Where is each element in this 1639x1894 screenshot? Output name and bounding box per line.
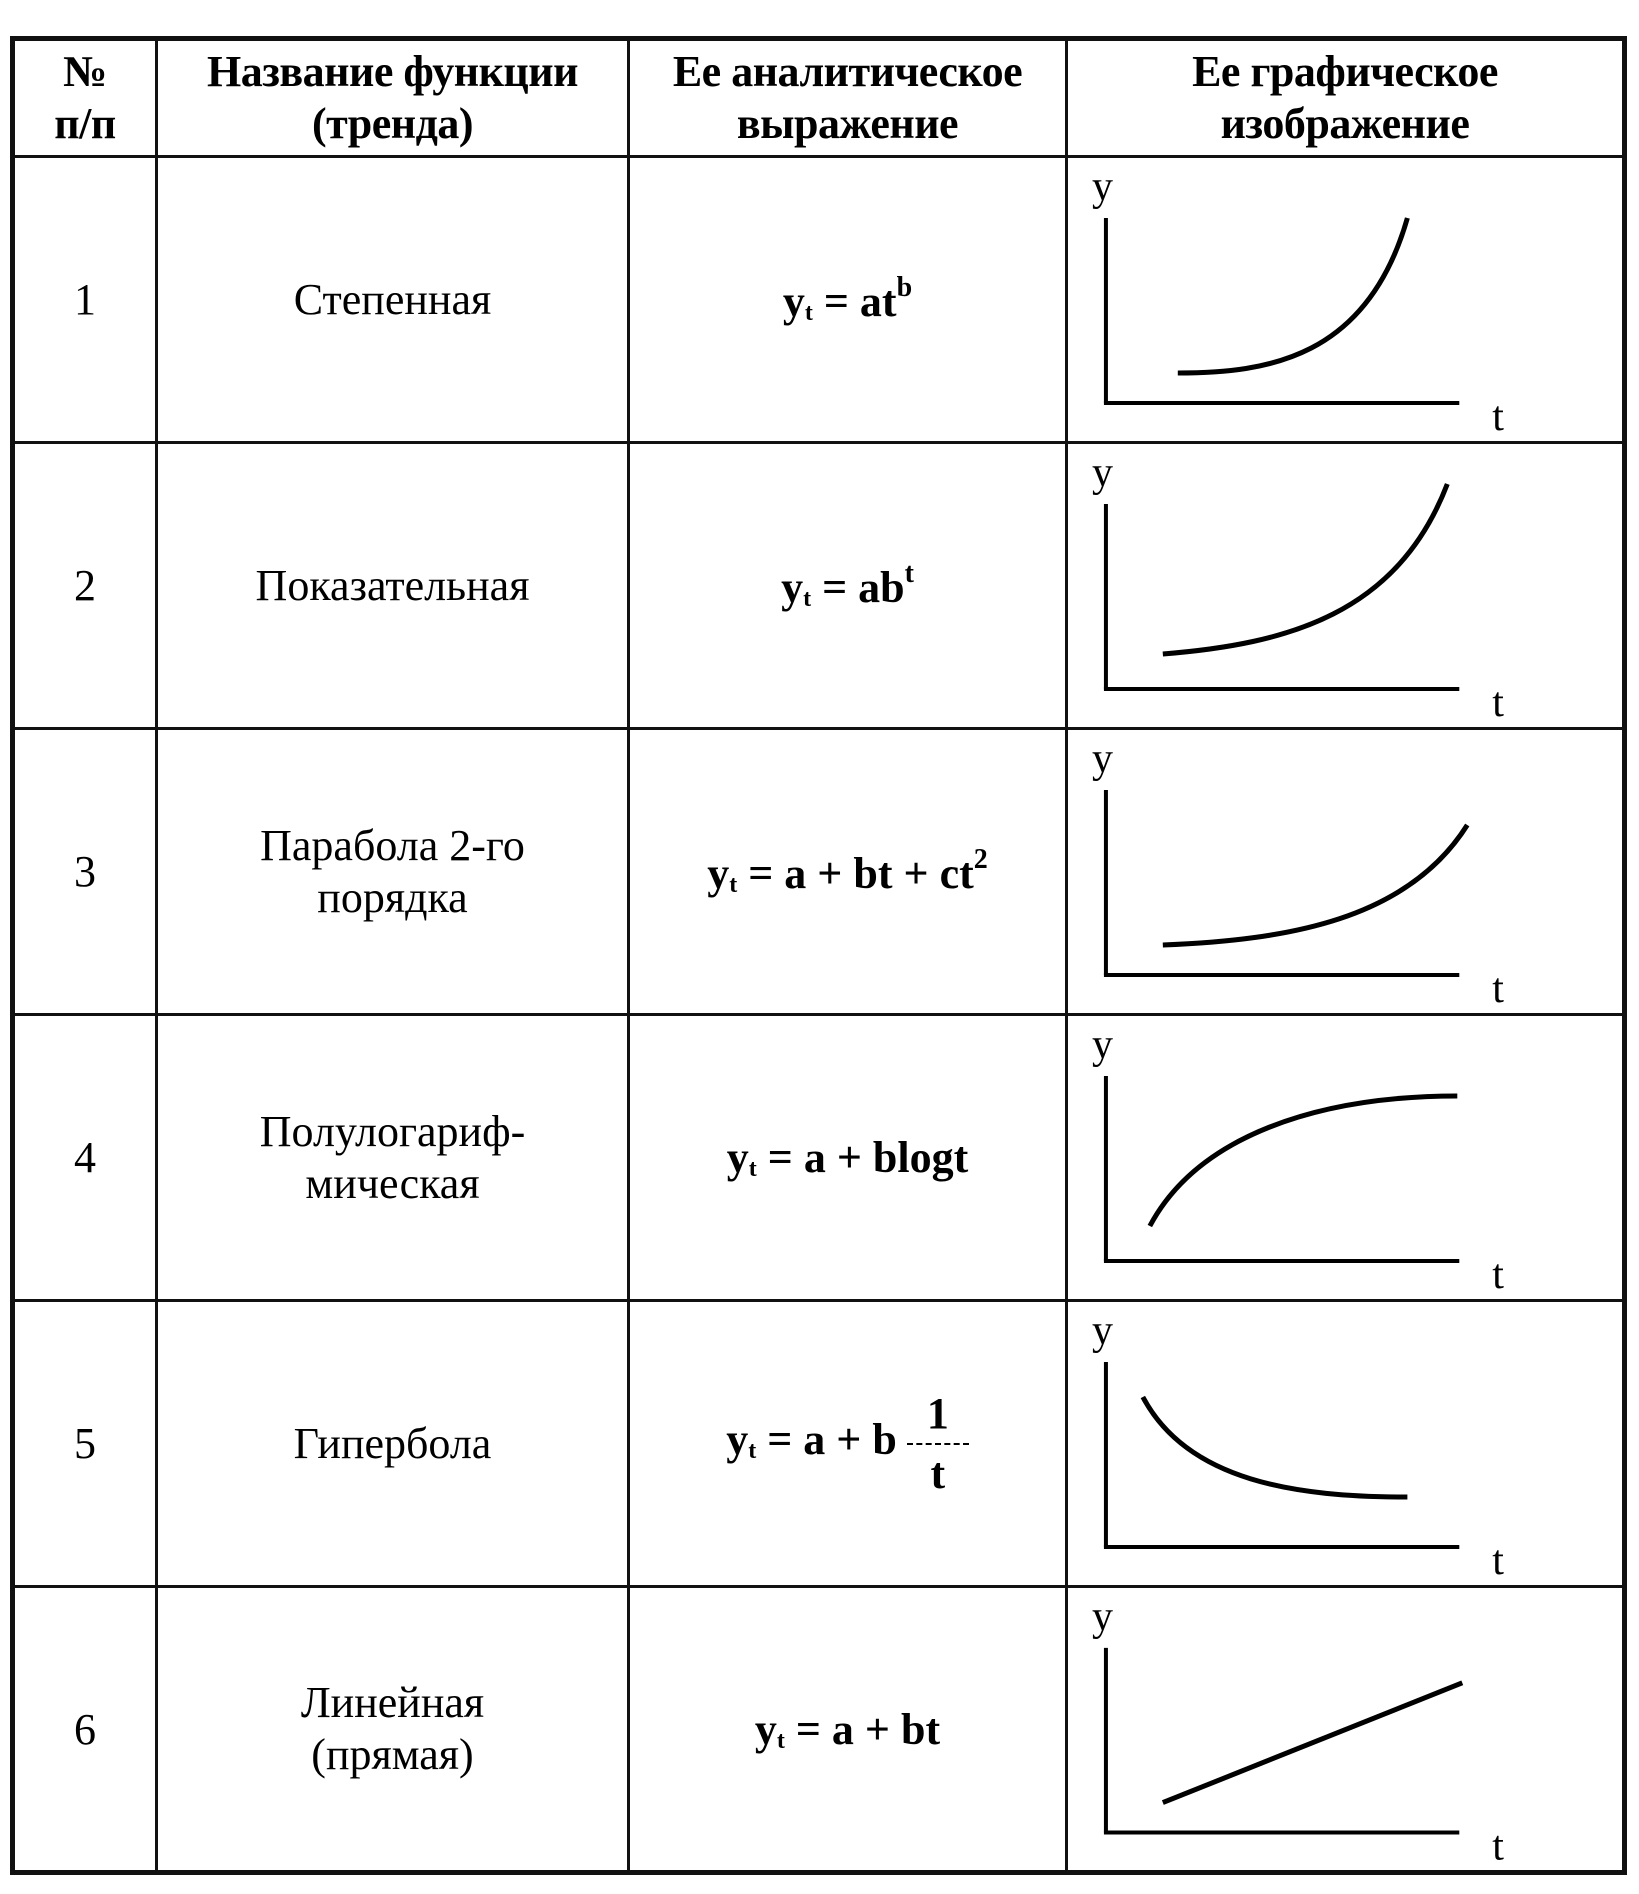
header-graph: Ее графическое изображение [1067,39,1625,157]
row-number: 5 [13,1301,157,1587]
formula-rhs: = a + bt + ct [737,849,974,898]
trend-curve [1163,484,1447,654]
t-axis-label: t [1492,1537,1504,1585]
formula-rhs: = at [812,277,897,326]
formula-rhs: = ab [811,563,905,612]
t-axis-label: t [1492,965,1504,1013]
function-formula [629,443,1067,729]
fraction [907,1389,969,1499]
function-formula [629,1015,1067,1301]
trend-curve [1143,1397,1408,1497]
function-formula [629,1587,1067,1873]
function-formula [629,1301,1067,1587]
formula-lhs: y [726,1133,749,1182]
formula-superscript: 2 [973,844,988,875]
row-number: 1 [13,157,157,443]
formula-lhs: y [781,563,804,612]
formula-rhs: = a + bt [784,1704,941,1754]
row-number: 2 [13,443,157,729]
formula-subscript: t [776,1727,785,1754]
function-graph [1067,729,1625,1015]
function-formula [629,157,1067,443]
header-number: № п/п [13,39,157,157]
header-row [13,39,1625,157]
row-number: 6 [13,1587,157,1873]
t-axis-label: t [1492,1823,1504,1870]
trend-curve [1178,218,1408,373]
graph-hyperbola [1068,1302,1622,1585]
y-axis-label: y [1091,1021,1113,1069]
t-axis-label: t [1492,393,1504,441]
graph-semilog [1068,1016,1622,1299]
graph-exponential [1068,444,1622,727]
row-number: 3 [13,729,157,1015]
formula-subscript: t [748,1156,757,1182]
table-row [13,729,1625,1015]
function-graph [1067,443,1625,729]
formula-subscript: t [748,1437,757,1464]
formula-rhs: = a + blogt [756,1133,969,1182]
formula-lhs: y [726,1414,749,1464]
trend-curve [1150,1096,1457,1226]
table-row [13,443,1625,729]
graph-linear [1068,1588,1622,1870]
formula-lhs: y [754,1704,777,1754]
formula-lhs: y [782,277,805,326]
function-name: Линейная (прямая) [157,1587,629,1873]
function-graph [1067,157,1625,443]
function-name: Показательная [157,443,629,729]
fraction-bar [907,1443,969,1445]
graph-power [1068,158,1622,441]
formula-superscript: t [904,558,914,589]
table-row [13,157,1625,443]
header-formula: Ее аналитическое выражение [629,39,1067,157]
formula-subscript: t [804,300,813,326]
row-number: 4 [13,1015,157,1301]
function-formula [629,729,1067,1015]
function-graph [1067,1301,1625,1587]
y-axis-label: y [1091,1307,1113,1355]
table-row [13,1587,1625,1873]
fraction-numerator: 1 [926,1388,949,1438]
y-axis-label: y [1091,1593,1113,1640]
header-name: Название функции (тренда) [157,39,629,157]
formula-subscript: t [729,872,738,898]
y-axis-label: y [1091,735,1113,783]
function-graph [1067,1015,1625,1301]
table-row [13,1301,1625,1587]
y-axis-label: y [1091,163,1113,211]
trend-curve [1163,825,1467,945]
formula-subscript: t [803,586,812,612]
function-name: Степенная [157,157,629,443]
table-row [13,1015,1625,1301]
y-axis-label: y [1091,449,1113,497]
graph-parabola [1068,730,1622,1013]
fraction-denominator: t [930,1448,946,1498]
function-graph [1067,1587,1625,1873]
formula-superscript: b [896,272,913,303]
formula-rhs: = a + b [756,1414,897,1464]
t-axis-label: t [1492,679,1504,727]
function-name: Полулогариф-мическая [157,1015,629,1301]
t-axis-label: t [1492,1251,1504,1299]
trend-curve [1163,1683,1462,1803]
function-name: Парабола 2-го порядка [157,729,629,1015]
trend-functions-table [10,36,1627,1875]
function-name: Гипербола [157,1301,629,1587]
formula-lhs: y [707,849,730,898]
